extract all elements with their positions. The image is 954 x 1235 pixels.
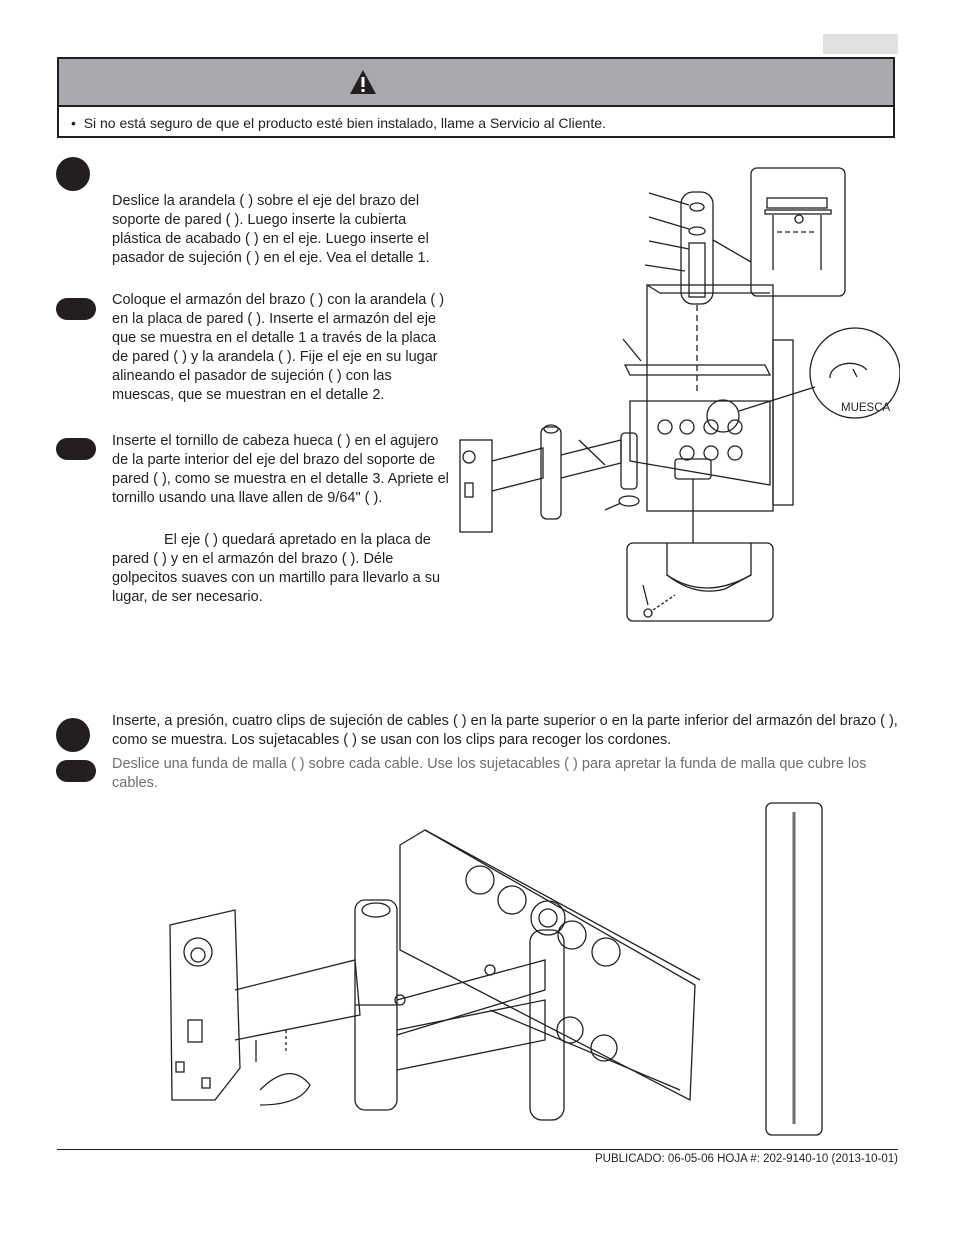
assembly-diagram-bottom [160, 800, 860, 1140]
step-marker-2 [56, 718, 90, 752]
step-2-text: Inserte, a presión, cuatro clips de sujeción de cables ( ) en la parte superior o en la parte inferior del armazón del brazo ( ), como se muestra. Los sujetacables ( ) se usan con los clips para recoger los cordones. [112, 713, 898, 748]
step-2a-text: Deslice una funda de malla ( ) sobre cada cable. Use los sujetacables ( ) para apretar la funda de malla que cubre los cables. [112, 756, 867, 791]
footer-divider [57, 1149, 898, 1150]
bullet: • [71, 115, 76, 131]
note-text: El eje ( ) quedará apretado en la placa de pared ( ) y en el armazón del brazo ( ). Déle golpecitos suaves con un martillo para llevarlo a su lugar, de ser necesario. [112, 532, 441, 605]
warning-triangle-icon [349, 69, 377, 95]
warning-header [59, 59, 893, 107]
assembly-diagram-top [455, 165, 900, 625]
warning-text [71, 115, 606, 131]
warning-message: Si no está seguro de que el producto esté bien instalado, llame a Servicio al Cliente. [83, 115, 606, 131]
step-1b-text: Inserte el tornillo de cabeza hueca ( ) en el agujero de la parte interior del eje del brazo del soporte de pared ( ), como se muestra en el detalle 3. Apriete el tornillo usando una llave allen de 9/64" ( ). [112, 433, 449, 506]
footer-publication-info: PUBLICADO: 06-05-06 HOJA #: 202-9140-10 (2013-10-01) [595, 1153, 898, 1165]
notch-label: MUESCA [841, 402, 891, 414]
step-marker-1a [56, 298, 96, 320]
step-1a-text: Coloque el armazón del brazo ( ) con la arandela ( ) en la placa de pared ( ). Inserte el armazón del eje que se muestra en el detalle 1 a través de la placa de pared ( ) y la arandela ( ). Fije el eje en su lugar alineando el pasador de sujeción ( ) con las muescas, que se muestran en el detalle 2. [112, 292, 445, 403]
step-1-text: Deslice la arandela ( ) sobre el eje del brazo del soporte de pared ( ). Luego inserte la cubierta plástica de acabado ( ) en el eje. Luego inserte el pasador de sujeción ( ) en el eje. Vea el detalle 1. [112, 193, 430, 266]
step-marker-1b [56, 438, 96, 460]
step-marker-2a [56, 760, 96, 782]
warning-box [57, 57, 895, 138]
header-tab [823, 34, 898, 54]
step-marker-1 [56, 157, 90, 191]
